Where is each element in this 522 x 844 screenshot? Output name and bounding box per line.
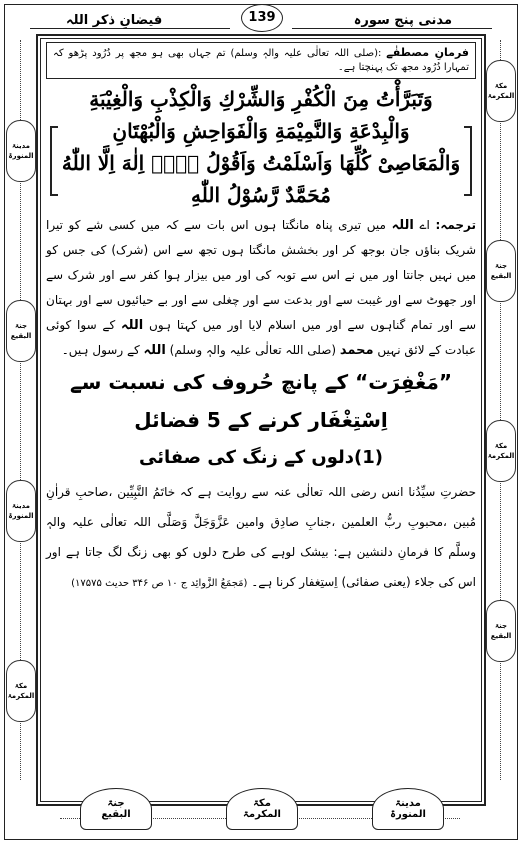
header-left <box>30 6 230 29</box>
medallion-text: المنورۃ <box>8 152 34 160</box>
translation <box>46 213 476 363</box>
badge-text: جنۃ <box>107 798 125 809</box>
translation-text: کے سوا کوئی عبادت کے لائق نہیں <box>46 318 476 357</box>
badge-text: المکرمۃ <box>243 809 281 820</box>
arabic-line: مُحَمَّدٌ رَّسُوْلُ اللّٰهِ <box>191 183 331 207</box>
side-medallion-makka <box>6 660 36 722</box>
salutation: (صلی اللہ تعالٰی علیہ والہٖ وسلم) <box>169 343 337 357</box>
translation-text: اے <box>419 218 430 232</box>
medallion-text: المنورۃ <box>8 512 34 520</box>
medallion-text: المکرمۃ <box>487 452 515 460</box>
side-medallion-makka <box>486 420 516 482</box>
side-medallion-baqi <box>6 300 36 362</box>
medallion-text: البقیع <box>490 272 512 280</box>
badge-text: المنورۃ <box>390 809 426 820</box>
main-content <box>46 42 476 599</box>
medallion-text: جنۃ <box>495 262 508 270</box>
arabic-line: وَالْمَعَاصِىْ كُلِّهَا وَاَسْلَمْتُ وَاَقُوْلُ لَاۤ اِلٰهَ اِلَّا اللّٰهُ <box>61 151 461 175</box>
hadith-paragraph <box>46 477 476 599</box>
medallion-text: مکۃ <box>14 682 28 690</box>
page-number: 139 <box>241 4 283 32</box>
side-medallion-baqi <box>486 600 516 662</box>
medallion-text: المکرمۃ <box>7 692 35 700</box>
header-right <box>292 6 492 29</box>
medallion-text: البقیع <box>490 632 512 640</box>
side-medallion-baqi <box>486 240 516 302</box>
side-medallion-madina <box>6 480 36 542</box>
subheading: (1)دلوں کے زنگ کی صفائی <box>138 447 384 468</box>
muhammad-name: محمد <box>339 343 374 358</box>
book-title: مدنی پنج سورہ <box>353 13 452 28</box>
translation-label: ترجمہ: <box>435 218 477 232</box>
medallion-text: مکۃ <box>494 442 508 450</box>
hadith-box <box>46 42 476 79</box>
medallion-text: مدینۃ <box>12 142 30 150</box>
header-right-title: فیضانِ ذکر اللہ <box>66 13 163 28</box>
medallion-text: البقیع <box>10 332 32 340</box>
badge-text: مکۃ <box>253 798 271 809</box>
side-medallion-madina <box>6 120 36 182</box>
allah-name: اللہ <box>391 218 414 233</box>
reference: (مَجمَعُ الزَّوائِد ج ۱۰ ص ۳۴۶ حدیث ۱۷۵۷۵) <box>71 578 248 589</box>
badge-text: البقیع <box>101 809 131 820</box>
medallion-text: مکۃ <box>494 82 508 90</box>
side-medallion-makka <box>486 60 516 122</box>
arabic-line: وَالْبِدْعَةِ وَالنَّمِيْمَةِ وَالْفَوَاحِشِ وَالْبُهْتَانِ <box>112 119 410 143</box>
medallion-text: جنۃ <box>495 622 508 630</box>
translation-text: کے رسول ہیں۔ <box>61 343 140 357</box>
medallion-text: مدینۃ <box>12 502 30 510</box>
medallion-text: المکرمۃ <box>487 92 515 100</box>
section-heading: اِسْتِغْفَار کرنے کے 5 فضائل <box>134 408 388 432</box>
hadith-text: :(صلی اللہ تعالٰی علیہ والہٖ وسلم) تم جہاں بھی ہو مجھ پر دُرُود پڑھو کہ تمہارا دُرُود مجھ تک پہنچتا ہے۔ <box>53 48 469 73</box>
translation-text: میں تیری پناہ مانگتا ہوں اس بات سے کہ میں کسی شے کو تیرا شریک بناؤں جان بوجھ کر اور بخشش مانگتا ہوں تجھ سے اس (شرک) کی جس کو میں نہیں جانتا اور میں نے اس سے توبہ کی اور میں بیزار ہوا کفر سے اور شرک سے اور جھوٹ سے اور غیبت سے اور بدعت سے اور چغلی سے اور بے حیائیوں سے اور بہتان سے اور تمام گناہوں سے اور میں اسلام لایا اور میں کہتا ہوں <box>46 218 476 332</box>
bottom-badge-makka <box>226 788 298 830</box>
hadith-label: فرمانِ مصطفٰے <box>386 46 469 59</box>
section-heading: ”مَغْفِرَت“ کے پانچ حُروف کی نسبت سے <box>70 370 452 394</box>
bottom-badge-madina <box>372 788 444 830</box>
right-chain <box>500 40 507 780</box>
arabic-line: وَتَبَرَّأْتُ مِنَ الْكُفْرِ وَالشِّرْكِ وَالْكِذْبِ وَالْغِيْبَةِ <box>89 87 433 111</box>
allah-name: اللہ <box>143 343 166 358</box>
paragraph-text: حضرتِ سیِّدُنا انس رضی اللہ تعالٰی عنہ سے روایت ہے کہ خاتَمُ النَّبِیِّین ،صاحبِ قراٰنِ مُبین ،محبوبِ ربُّ العلمین ،جنابِ صادِق وامین عَزَّوَجَلَّ وَصَلَّی اللہ تعالٰی علیہ والہٖ وسلَّم کا فرمانِ دلنشین ہے: بیشک لوہے کی طرح دلوں کو بھی زنگ لگ جاتا ہے اور اس کی جلاء (یعنی صفائی) اِستِغفار کرنا ہے۔ <box>46 485 476 589</box>
medallion-text: جنۃ <box>15 322 28 330</box>
allah-name: اللہ <box>120 318 144 333</box>
badge-text: مدینۃ <box>395 798 421 809</box>
bottom-badge-baqi <box>80 788 152 830</box>
